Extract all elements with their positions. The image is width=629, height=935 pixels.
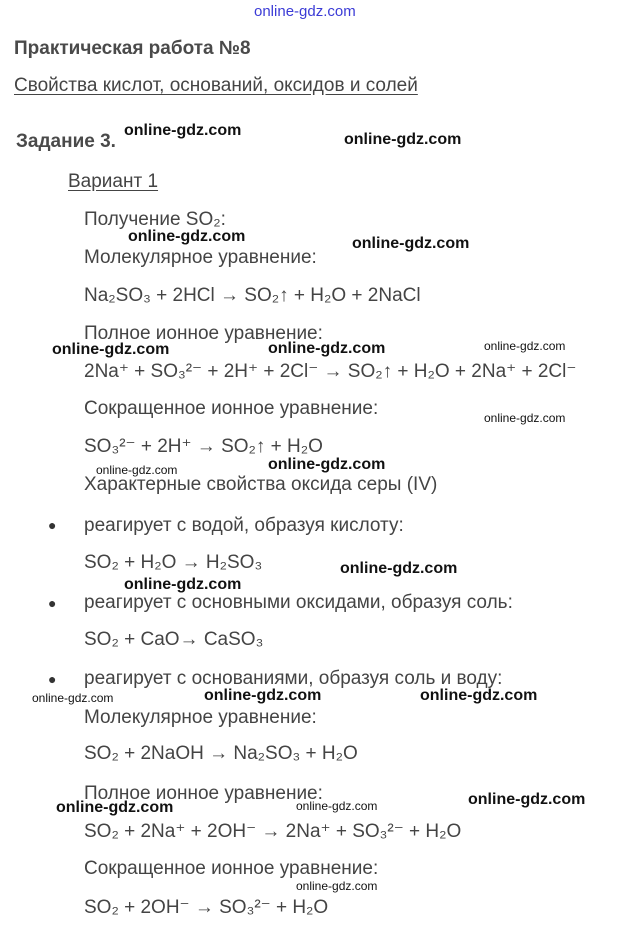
watermark: online-gdz.com — [468, 791, 586, 808]
equation: SO₂ + CaO→ CaSO₃ — [84, 629, 264, 650]
bullet-icon: ● — [48, 671, 57, 687]
full-ionic-eq-label: Полное ионное уравнение: — [84, 323, 323, 344]
watermark: online-gdz.com — [56, 799, 174, 816]
short-ionic-eq-label: Сокращенное ионное уравнение: — [84, 858, 379, 879]
watermark: online-gdz.com — [296, 799, 378, 813]
molecular-eq-label: Молекулярное уравнение: — [84, 707, 317, 728]
equation: SO₃²⁻ + 2H⁺ → SO₂↑ + H₂O — [84, 436, 323, 457]
watermark: online-gdz.com — [268, 340, 386, 357]
obtaining-heading: Получение SO₂: — [84, 209, 226, 230]
watermark: online-gdz.com — [420, 687, 538, 704]
variant-label: Вариант 1 — [68, 171, 159, 192]
page-title: Практическая работа №8 — [14, 38, 251, 59]
properties-heading: Характерные свойства оксида серы (IV) — [84, 474, 438, 495]
watermark: online-gdz.com — [352, 235, 470, 252]
bullet-item: реагирует с основаниями, образуя соль и воду: — [84, 668, 503, 689]
equation: 2Na⁺ + SO₃²⁻ + 2H⁺ + 2Cl⁻ → SO₂↑ + H₂O + 2Na⁺ + 2Cl⁻ — [84, 361, 577, 382]
watermark: online-gdz.com — [484, 339, 566, 353]
watermark: online-gdz.com — [204, 687, 322, 704]
bullet-icon: ● — [48, 517, 57, 533]
equation: Na₂SO₃ + 2HCl → SO₂↑ + H₂O + 2NaCl — [84, 285, 421, 306]
equation: SO₂ + 2NaOH → Na₂SO₃ + H₂O — [84, 743, 358, 764]
watermark: online-gdz.com — [254, 3, 356, 20]
page-topic: Свойства кислот, оснований, оксидов и солей — [14, 75, 418, 96]
equation: SO₂ + 2OH⁻ → SO₃²⁻ + H₂O — [84, 897, 329, 918]
equation: SO₂ + 2Na⁺ + 2OH⁻ → 2Na⁺ + SO₃²⁻ + H₂O — [84, 821, 462, 842]
bullet-icon: ● — [48, 595, 57, 611]
task-label: Задание 3. — [16, 131, 116, 152]
watermark: online-gdz.com — [340, 560, 458, 577]
watermark: online-gdz.com — [128, 228, 246, 245]
watermark: online-gdz.com — [344, 131, 462, 148]
watermark: online-gdz.com — [296, 879, 378, 893]
watermark: online-gdz.com — [268, 456, 386, 473]
watermark: online-gdz.com — [124, 576, 242, 593]
full-ionic-eq-label: Полное ионное уравнение: — [84, 783, 323, 804]
watermark: online-gdz.com — [124, 122, 242, 139]
molecular-eq-label: Молекулярное уравнение: — [84, 247, 317, 268]
short-ionic-eq-label: Сокращенное ионное уравнение: — [84, 398, 379, 419]
equation: SO₂ + H₂O → H₂SO₃ — [84, 552, 263, 573]
watermark: online-gdz.com — [484, 411, 566, 425]
watermark: online-gdz.com — [52, 341, 170, 358]
bullet-item: реагирует с основными оксидами, образуя соль: — [84, 592, 513, 613]
bullet-item: реагирует с водой, образуя кислоту: — [84, 515, 404, 536]
watermark: online-gdz.com — [32, 691, 114, 705]
watermark: online-gdz.com — [96, 463, 178, 477]
